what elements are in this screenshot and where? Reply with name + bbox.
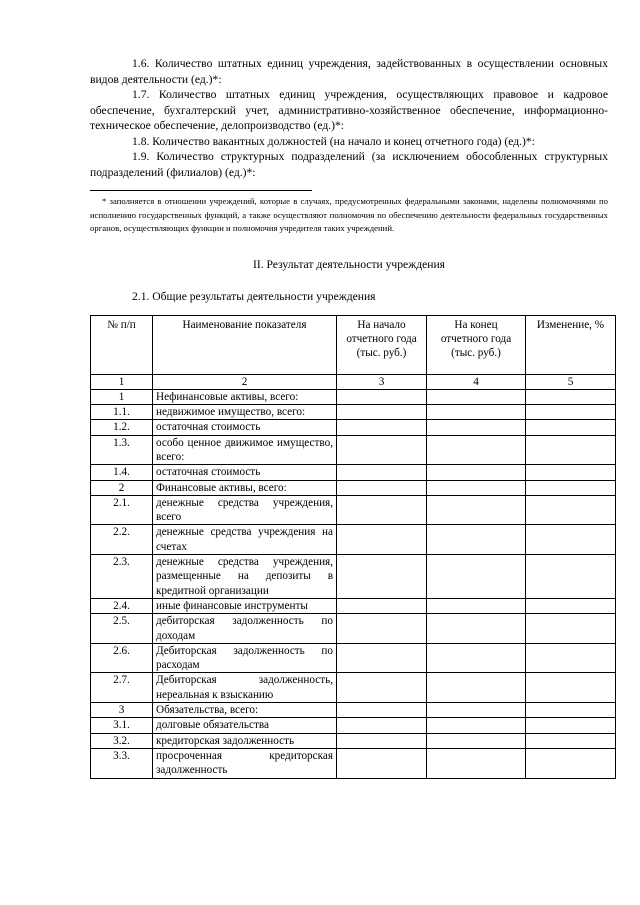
- subsection-title: 2.1. Общие результаты деятельности учреждения: [132, 289, 376, 303]
- row-end-value: [427, 480, 526, 495]
- row-number: 3.1.: [91, 718, 153, 733]
- paragraph-1-8: 1.8. Количество вакантных должностей (на начало и конец отчетного года) (ед.)*:: [132, 134, 535, 148]
- row-number: 2.3.: [91, 555, 153, 599]
- row-indicator-name: Дебиторская задолженность, нереальная к взысканию: [153, 673, 337, 703]
- table-body: [91, 389, 616, 778]
- document-page: [90, 56, 608, 779]
- row-start-value: [337, 405, 427, 420]
- row-end-value: [427, 718, 526, 733]
- row-change-value: [526, 733, 616, 748]
- row-number: 1.4.: [91, 465, 153, 480]
- row-change-value: [526, 718, 616, 733]
- row-start-value: [337, 480, 427, 495]
- row-change-value: [526, 614, 616, 644]
- row-start-value: [337, 703, 427, 718]
- row-end-value: [427, 435, 526, 465]
- table-row: [91, 495, 616, 525]
- row-number: 3.3.: [91, 748, 153, 778]
- row-start-value: [337, 718, 427, 733]
- row-number: 2.7.: [91, 673, 153, 703]
- row-change-value: [526, 555, 616, 599]
- row-number: 1.3.: [91, 435, 153, 465]
- row-indicator-name: Дебиторская задолженность по расходам: [153, 643, 337, 673]
- table-row: [91, 673, 616, 703]
- row-end-value: [427, 465, 526, 480]
- row-indicator-name: кредиторская задолженность: [153, 733, 337, 748]
- row-change-value: [526, 673, 616, 703]
- paragraph-1-6: 1.6. Количество штатных единиц учреждения, задействованных в осуществлении основных видов деятельности (ед.)*:: [90, 57, 608, 86]
- row-number: 1.2.: [91, 420, 153, 435]
- table-row: [91, 718, 616, 733]
- row-indicator-name: Финансовые активы, всего:: [153, 480, 337, 495]
- table-row: [91, 525, 616, 555]
- column-number: 1: [91, 374, 153, 389]
- row-number: 2.2.: [91, 525, 153, 555]
- row-indicator-name: иные финансовые инструменты: [153, 598, 337, 613]
- row-end-value: [427, 389, 526, 404]
- results-table: [90, 315, 616, 779]
- row-end-value: [427, 673, 526, 703]
- row-start-value: [337, 435, 427, 465]
- row-start-value: [337, 389, 427, 404]
- row-start-value: [337, 495, 427, 525]
- row-number: 3.2.: [91, 733, 153, 748]
- row-change-value: [526, 703, 616, 718]
- row-indicator-name: недвижимое имущество, всего:: [153, 405, 337, 420]
- column-number: 4: [427, 374, 526, 389]
- row-start-value: [337, 748, 427, 778]
- row-start-value: [337, 525, 427, 555]
- row-indicator-name: остаточная стоимость: [153, 420, 337, 435]
- paragraph-1-7: 1.7. Количество штатных единиц учреждения, осуществляющих правовое и кадровое обеспечение, бухгалтерский учет, административно-хозяйственное обеспечение, информационно-техническое обеспечение, делопроизводство (ед.)*:: [90, 88, 608, 132]
- row-change-value: [526, 420, 616, 435]
- row-indicator-name: денежные средства учреждения, размещенные на депозиты в кредитной организации: [153, 555, 337, 599]
- header-indicator: Наименование показателя: [153, 315, 337, 374]
- row-indicator-name: дебиторская задолженность по доходам: [153, 614, 337, 644]
- table-row: [91, 465, 616, 480]
- row-start-value: [337, 420, 427, 435]
- row-indicator-name: долговые обязательства: [153, 718, 337, 733]
- row-end-value: [427, 555, 526, 599]
- row-number: 2.4.: [91, 598, 153, 613]
- row-start-value: [337, 733, 427, 748]
- row-start-value: [337, 465, 427, 480]
- header-number: № п/п: [91, 315, 153, 374]
- row-start-value: [337, 555, 427, 599]
- header-change: Изменение, %: [526, 315, 616, 374]
- row-number: 1: [91, 389, 153, 404]
- table-row: [91, 598, 616, 613]
- table-row: [91, 420, 616, 435]
- row-start-value: [337, 643, 427, 673]
- table-column-numbers: [91, 374, 616, 389]
- row-change-value: [526, 480, 616, 495]
- column-number: 3: [337, 374, 427, 389]
- row-end-value: [427, 643, 526, 673]
- row-change-value: [526, 598, 616, 613]
- column-number: 2: [153, 374, 337, 389]
- row-indicator-name: денежные средства учреждения, всего: [153, 495, 337, 525]
- row-change-value: [526, 389, 616, 404]
- row-start-value: [337, 614, 427, 644]
- row-end-value: [427, 748, 526, 778]
- row-indicator-name: Обязательства, всего:: [153, 703, 337, 718]
- table-row: [91, 389, 616, 404]
- table-row: [91, 555, 616, 599]
- row-end-value: [427, 614, 526, 644]
- row-start-value: [337, 598, 427, 613]
- row-end-value: [427, 733, 526, 748]
- table-row: [91, 435, 616, 465]
- section-title: II. Результат деятельности учреждения: [252, 257, 445, 271]
- row-indicator-name: денежные средства учреждения на счетах: [153, 525, 337, 555]
- table-row: [91, 703, 616, 718]
- row-indicator-name: остаточная стоимость: [153, 465, 337, 480]
- row-end-value: [427, 420, 526, 435]
- table-header-row: [91, 315, 616, 374]
- row-change-value: [526, 748, 616, 778]
- row-end-value: [427, 405, 526, 420]
- table-row: [91, 480, 616, 495]
- header-start-year: На начало отчетного года (тыс. руб.): [337, 315, 427, 374]
- row-number: 3: [91, 703, 153, 718]
- table-row: [91, 614, 616, 644]
- row-end-value: [427, 703, 526, 718]
- row-end-value: [427, 495, 526, 525]
- table-row: [91, 748, 616, 778]
- table-row: [91, 405, 616, 420]
- row-start-value: [337, 673, 427, 703]
- row-number: 2: [91, 480, 153, 495]
- column-number: 5: [526, 374, 616, 389]
- footnote-separator: [90, 190, 312, 191]
- row-change-value: [526, 405, 616, 420]
- row-end-value: [427, 598, 526, 613]
- row-indicator-name: просроченная кредиторская задолженность: [153, 748, 337, 778]
- row-indicator-name: Нефинансовые активы, всего:: [153, 389, 337, 404]
- row-change-value: [526, 465, 616, 480]
- row-number: 1.1.: [91, 405, 153, 420]
- paragraph-1-9: 1.9. Количество структурных подразделений (за исключением обособленных структурных подразделений (филиалов) (ед.)*:: [90, 150, 608, 179]
- table-row: [91, 733, 616, 748]
- row-end-value: [427, 525, 526, 555]
- row-change-value: [526, 495, 616, 525]
- table-row: [91, 643, 616, 673]
- footnote: * заполняется в отношении учреждений, которые в случаях, предусмотренных федеральными законами, наделены полномочиями по исполнению государственных функций, а также осуществляют полномочия по обеспечению деятельности федеральных государственных органов, осуществляющих функции и полномочия учредителя таких учреждений.: [90, 196, 608, 233]
- row-change-value: [526, 435, 616, 465]
- row-number: 2.6.: [91, 643, 153, 673]
- row-indicator-name: особо ценное движимое имущество, всего:: [153, 435, 337, 465]
- row-change-value: [526, 643, 616, 673]
- row-change-value: [526, 525, 616, 555]
- row-number: 2.5.: [91, 614, 153, 644]
- row-number: 2.1.: [91, 495, 153, 525]
- header-end-year: На конец отчетного года (тыс. руб.): [427, 315, 526, 374]
